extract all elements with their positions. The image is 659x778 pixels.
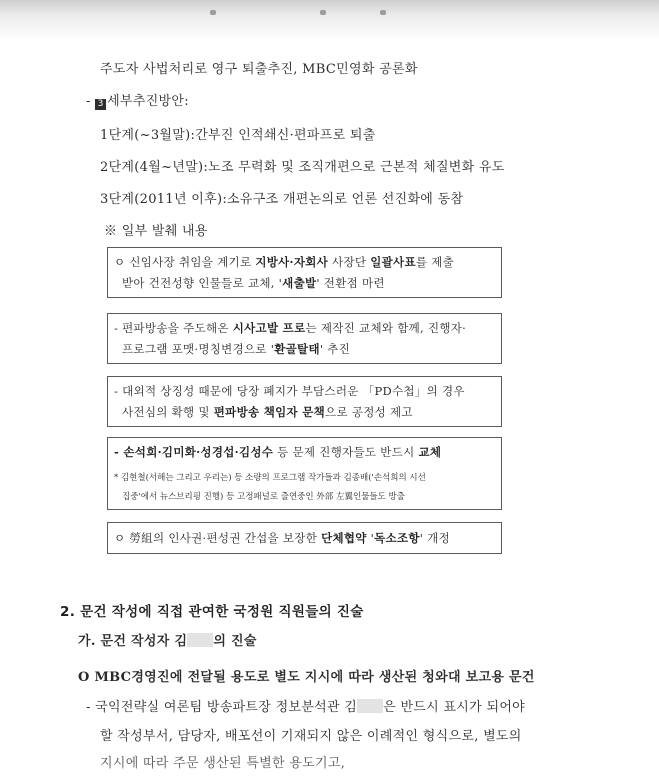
- box2-line2: 프로그램 포맷·명칭변경으로 '환골탈태' 추진: [122, 342, 351, 356]
- section-2-heading: 2. 문건 작성에 직접 관여한 국정원 직원들의 진술: [60, 604, 364, 620]
- box1-line1: ㅇ 신임사장 취임을 계기로 지방사·자회사 사장단 일괄사표를 제출: [114, 255, 455, 269]
- excerpt-box-4: [107, 437, 502, 510]
- text-line-1: 주도자 사법처리로 영구 퇴출추진, MBC민영화 공론화: [100, 62, 418, 77]
- excerpt-label: ※ 일부 발췌 내용: [104, 224, 208, 239]
- box4-note-line2: 집중'에서 뉴스브리핑 진행) 등 고정패널로 출연중인 外部 左翼인물들도 방출: [122, 492, 405, 502]
- box5-line: ㅇ 勞組의 인사권·편성권 간섭을 보장한 단체협약 '독소조항' 개정: [114, 531, 451, 545]
- box4-line1: - 손석희·김미화·성경섭·김성수 등 문제 진행자들도 반드시 교체: [114, 445, 442, 459]
- excerpt-box-5: [107, 522, 502, 554]
- para-line-3: 지시에 따라 주문 생산된 특별한 용도기고,: [100, 756, 346, 771]
- redaction-mark-2: [357, 699, 383, 713]
- box3-line1: - 대외적 상징성 때문에 당장 폐지가 부담스러운 「PD수첩」의 경우: [114, 384, 465, 398]
- excerpt-box-3: [107, 376, 502, 427]
- excerpt-box-1: [107, 247, 502, 298]
- scan-specks: [200, 10, 400, 20]
- para-line-2: 할 작성부서, 담당자, 배포선이 기재되지 않은 이례적인 형식으로, 별도의: [100, 729, 522, 744]
- box3-line2: 사전심의 확행 및 편파방송 책임자 문책으로 공정성 제고: [122, 405, 413, 419]
- step-3: 3단계(2011년 이후):소유구조 개편논의로 언론 선진화에 동참: [100, 192, 464, 207]
- para-line-1: - 국익전략실 여론팀 방송파트장 정보분석관 김 은 반드시 표시가 되어야: [86, 700, 526, 715]
- excerpt-box-2: [107, 313, 502, 364]
- step-2: 2단계(4월~년말):노조 무력화 및 조직개편으로 근본적 체질변화 유도: [100, 160, 505, 175]
- box2-line1: - 편파방송을 주도해온 시사고발 프로는 제작진 교체와 함께, 진행자·: [114, 321, 467, 335]
- redaction-mark: [187, 633, 213, 647]
- box1-line2: 받아 건전성향 인물들로 교체, '새출발' 전환점 마련: [122, 276, 385, 290]
- number-3-icon: 3: [95, 99, 106, 110]
- scan-top-shadow: [0, 0, 659, 40]
- box4-note-line1: * 김현철(서해는 그리고 우리는) 등 소량의 프로그램 작가들과 김종배('손석희의 시선: [114, 473, 426, 483]
- bullet-statement: O MBC경영진에 전달될 용도로 별도 지시에 따라 생산된 청와대 보고용 문건: [78, 670, 535, 685]
- detail-heading: - 3 세부추진방안:: [86, 94, 189, 109]
- subsection-ga: 가. 문건 작성자 김 의 진술: [78, 634, 257, 649]
- step-1: 1단계(~3월말):간부진 인적쇄신·편파프로 퇴출: [100, 128, 376, 143]
